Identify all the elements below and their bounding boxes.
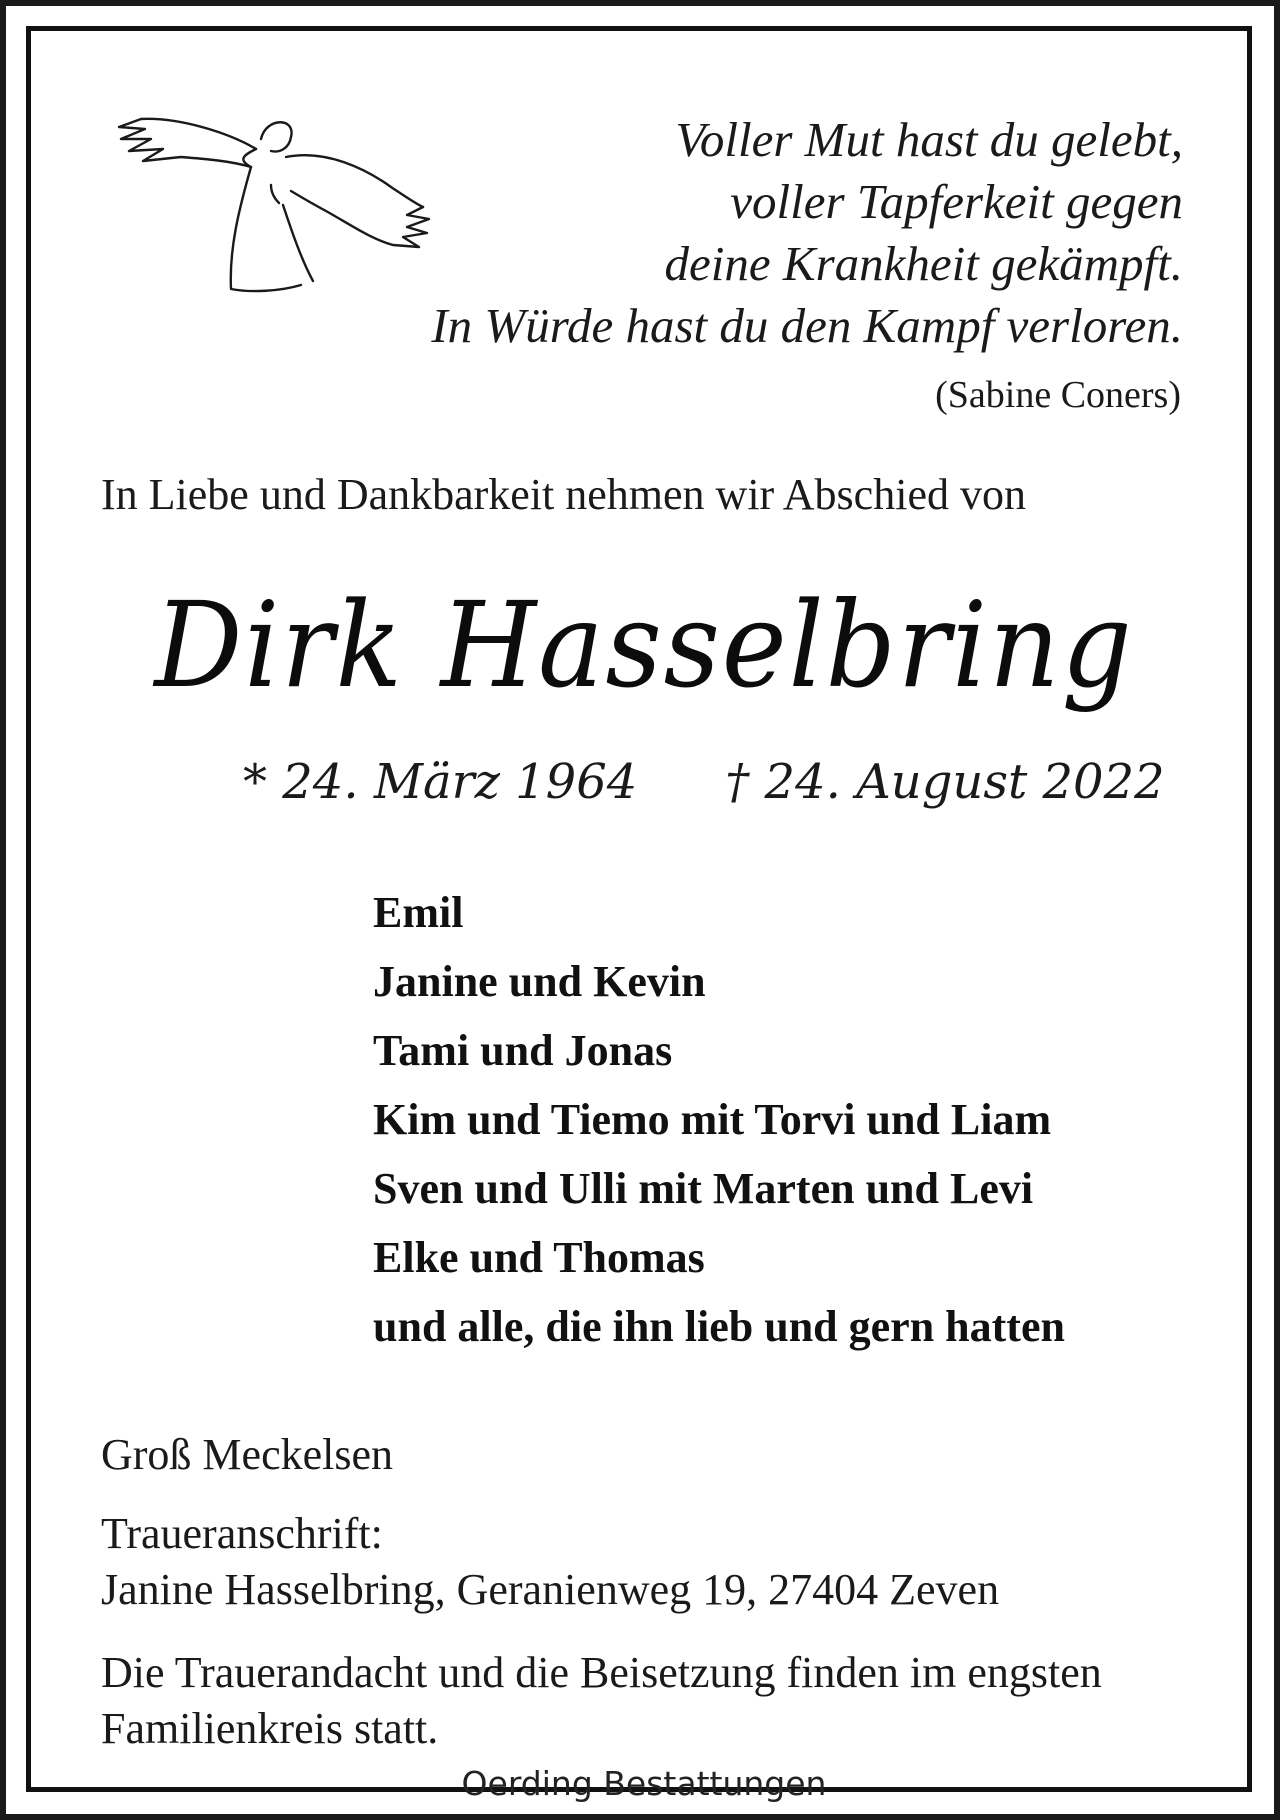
- mourner-line: Sven und Ulli mit Marten und Levi: [373, 1164, 1034, 1213]
- address-value: Janine Hasselbring, Geranienweg 19, 27404 Zeven: [101, 1565, 1000, 1614]
- mourner-line: Kim und Tiemo mit Torvi und Liam: [373, 1095, 1052, 1144]
- life-dates: [243, 754, 1165, 810]
- birth-date: * 24. März 1964: [243, 754, 638, 810]
- mourner-line: und alle, die ihn lieb und gern hatten: [373, 1302, 1065, 1351]
- poem: [431, 109, 1183, 357]
- page-background: [6, 6, 1274, 1814]
- poem-line: Voller Mut hast du gelebt,: [675, 112, 1183, 167]
- poem-line: deine Krankheit gekämpft.: [664, 236, 1183, 291]
- place: Groß Meckelsen: [101, 1430, 394, 1479]
- death-date: † 24. August 2022: [725, 754, 1165, 810]
- obituary-frame: [26, 26, 1252, 1803]
- deceased-name: Dirk Hasselbring: [154, 576, 1134, 714]
- mourner-line: Elke und Thomas: [373, 1233, 705, 1282]
- intro-text: In Liebe und Dankbarkeit nehmen wir Abschied von: [101, 470, 1026, 519]
- address-label: Traueranschrift:: [101, 1509, 383, 1558]
- funeral-notice: Die Trauerandacht und die Beisetzung finden im engsten Familienkreis statt.: [101, 1648, 1102, 1753]
- mourning-address: [101, 1506, 999, 1618]
- mourner-line: Tami und Jonas: [373, 1026, 673, 1075]
- poem-line: voller Tapferkeit gegen: [730, 174, 1183, 229]
- angel-icon: [111, 109, 441, 294]
- poem-author: (Sabine Coners): [935, 374, 1181, 416]
- mourner-line: Janine und Kevin: [373, 957, 706, 1006]
- mourners-list: [373, 878, 1065, 1361]
- undertaker-name: Oerding Bestattungen: [461, 1764, 827, 1803]
- mourner-line: Emil: [373, 888, 464, 937]
- poem-line: In Würde hast du den Kampf verloren.: [431, 298, 1183, 353]
